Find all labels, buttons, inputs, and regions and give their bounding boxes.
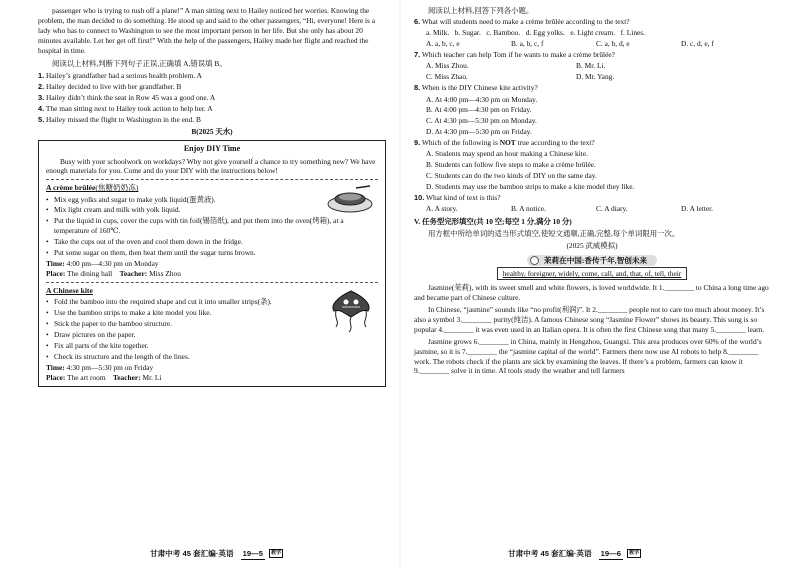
- kite-place-teacher: Place: The art room Teacher: Mr. Li: [46, 372, 162, 382]
- option: C. Miss Zhao.: [426, 72, 468, 82]
- creme-step: • Mix light cream and milk with yolk liquid.: [46, 205, 378, 215]
- creme-section: [46, 179, 378, 279]
- section-b-label: B(2025 天水): [191, 126, 233, 136]
- circle-icon: [530, 256, 539, 265]
- section-5-source: (2025 武威模拟): [566, 241, 618, 251]
- option: A. A story.: [426, 204, 458, 214]
- word-box: healthy, foreigner, widely, come, call, and, that, of, tell, their: [414, 269, 770, 279]
- publisher-logo: 教学: [629, 550, 640, 557]
- passage-tail: passenger who is trying to rush off a plane!” A man sitting next to Hailey noticed her worries. Knowing the problem, the man decided to do something. He stood up and said to the other passengers, “Hi, everyone! Here is a lady who has to connect to Washington to see the most important person in her life. But she only has about 20 minutes available. Let her get off first!” With the help of the passengers, Hailey made her flight and reached the hospital in time.: [38, 6, 376, 55]
- option: C. Students can do the two kinds of DIY on the same day.: [426, 171, 597, 181]
- option: D. c, d, e, f: [681, 39, 714, 49]
- option: A. Miss Zhou.: [426, 61, 469, 71]
- option: D. A letter.: [681, 204, 714, 214]
- notice-title: Enjoy DIY Time: [183, 143, 241, 153]
- option: C. A diary.: [596, 204, 628, 214]
- footer-title: 甘肃中考 45 套汇编·英语: [150, 548, 234, 558]
- kite-section: [46, 282, 378, 383]
- question-10: 10. What kind of text is this?: [414, 193, 501, 203]
- tf-item: 2. Hailey decided to live with her grandfather. B: [38, 81, 182, 91]
- left-footer: [150, 549, 283, 560]
- option: D. Mr. Yang.: [576, 72, 615, 82]
- creme-step: • Put the liquid in cups, cover the cups with tin foil(锡箔纸), and put them into the oven(烤箱), at a temperature of 160℃.: [46, 216, 378, 236]
- tf-item: 1. Hailey’s grandfather had a serious health problem. A: [38, 70, 203, 80]
- question-9: 9. Which of the following is NOT true according to the text?: [414, 138, 595, 148]
- kite-step: • Fix all parts of the kite together.: [46, 341, 378, 351]
- right-footer: [508, 549, 641, 560]
- kite-step: • Draw pictures on the paper.: [46, 330, 378, 340]
- creme-step: • Put some sugar on them, then heat them until the sugar turns brown.: [46, 248, 378, 258]
- publisher-logo: 教学: [271, 550, 282, 557]
- creme-step: • Take the cups out of the oven and cool them down in the fridge.: [46, 237, 378, 247]
- creme-place-teacher: Place: The dining hall Teacher: Miss Zhou: [46, 269, 181, 278]
- question-7: 7. Which teacher can help Tom if he wants to make a crème brûlée?: [414, 50, 615, 60]
- question-8: 8. When is the DIY Chinese kite activity?: [414, 83, 538, 93]
- q6-materials: a. Milk. b. Sugar. c. Bamboo. d. Egg yolks. e. Light cream. f. Lines.: [426, 28, 646, 38]
- option: C. At 4:30 pm—5:30 pm on Monday.: [426, 116, 537, 126]
- creme-step: • Mix egg yolks and sugar to make yolk liquid(蛋黄液).: [46, 195, 378, 205]
- option: D. At 4:30 pm—5:30 pm on Friday.: [426, 127, 532, 137]
- option: B. At 4:00 pm—4:30 pm on Friday.: [426, 105, 532, 115]
- cloze-paragraph: Jasmine grows 6.________ in China, mainly in Hengzhou, Guangxi. This area produces over 60% of the world’s jasmine, so it is 7.________ the “jasmine capital of the world”. Farmers there now use AI robots to help 8.________ work. The robots check if the plants are sick by examining the leaves. If there’s a problem, farmers can know it 9.________ solve it in time. AI tools study the weather and tell farmers: [414, 336, 762, 376]
- section-5-instruction: 用方框中所给单词的适当形式填空,使短文通顺,正确,完整,每个单词限用一次。: [428, 229, 680, 239]
- page-number: 19—6: [599, 549, 623, 560]
- option: A. At 4:00 pm—4:30 pm on Monday.: [426, 94, 538, 104]
- kite-step: • Fold the bamboo into the required shape and cut it into smaller strips(条).: [46, 297, 378, 307]
- kite-step: • Check its structure and the length of the lines.: [46, 352, 378, 362]
- section-5-title: V. 任务型完形填空(共 10 空;每空 1 分,满分 10 分): [414, 217, 572, 227]
- option: C. a, b, d, e: [596, 39, 630, 49]
- notice-intro: Busy with your schoolwork on workdays? Why not give yourself a chance to try something new? We have enough materials for you. Come and do your DIY with the instructions below!: [46, 156, 376, 176]
- creme-time: Time: 4:00 pm—4:30 pm on Monday: [46, 259, 159, 269]
- option: A. a, b, c, e: [426, 39, 460, 49]
- tf-item: 4. The man sitting next to Hailey took action to help her. A: [38, 103, 213, 113]
- q7-options-row1: [426, 61, 770, 71]
- questions-instruction: 阅读以上材料,回答下列各小题。: [428, 6, 534, 15]
- q7-options-row2: [426, 72, 770, 82]
- footer-title: 甘肃中考 45 套汇编·英语: [508, 548, 592, 558]
- cloze-paragraph: Jasmine(茉莉), with its sweet smell and white flowers, is loved worldwide. It 1.________ to China a long time ago and became part of Chinese culture.: [414, 283, 769, 302]
- option: B. Students can follow five steps to make a crème brûlée.: [426, 160, 596, 170]
- kite-step: • Use the bamboo strips to make a kite model you like.: [46, 308, 378, 318]
- question-6: 6. What will students need to make a crème brûlée according to the text?: [414, 17, 630, 27]
- kite-heading: A Chinese kite: [46, 285, 93, 295]
- tf-item: 3. Hailey didn’t think the seat in Row 45 was a good one. A: [38, 92, 216, 102]
- option: D. Students may use the bamboo strips to make a kite model they like.: [426, 182, 635, 192]
- option: A. Students may spend an hour making a Chinese kite.: [426, 149, 588, 159]
- option: B. Mr. Li.: [576, 61, 606, 71]
- diy-notice-box: [38, 140, 386, 388]
- creme-heading: A crème brûlée(焦糖奶奶冻): [46, 183, 139, 193]
- tf-item: 5. Hailey missed the flight to Washington in the end. B: [38, 114, 201, 124]
- tf-instruction: 阅读以上材料,判断下列句子正误,正确填 A,错误填 B。: [52, 58, 227, 68]
- right-page: [400, 0, 800, 566]
- q10-options: [426, 204, 770, 214]
- option: B. A notice.: [511, 204, 546, 214]
- kite-step: • Stick the paper to the bamboo structure.: [46, 319, 378, 329]
- option: B. a, b, c, f: [511, 39, 544, 49]
- passage-banner: [414, 255, 770, 266]
- tf-list: [38, 71, 386, 125]
- page-number: 19—5: [241, 549, 265, 560]
- kite-time: Time: 4:30 pm—5:30 pm on Friday: [46, 362, 154, 372]
- passage-title: 茉莉在中国:香传千年,智创未来: [543, 255, 648, 265]
- cloze-paragraph: In Chinese, “jasmine” sounds like “no profit(利润)”. It 2.________ people not to care too much about money. It’s also a symbol 3.________ purity(纯洁). A famous Chinese song “Jasmine Flower” shows its beauty. This song is so popular 4.________ it was even used in an Italian opera. It is often the first Chinese song that many 5.________ learn.: [414, 304, 765, 334]
- q6-options: [426, 39, 770, 49]
